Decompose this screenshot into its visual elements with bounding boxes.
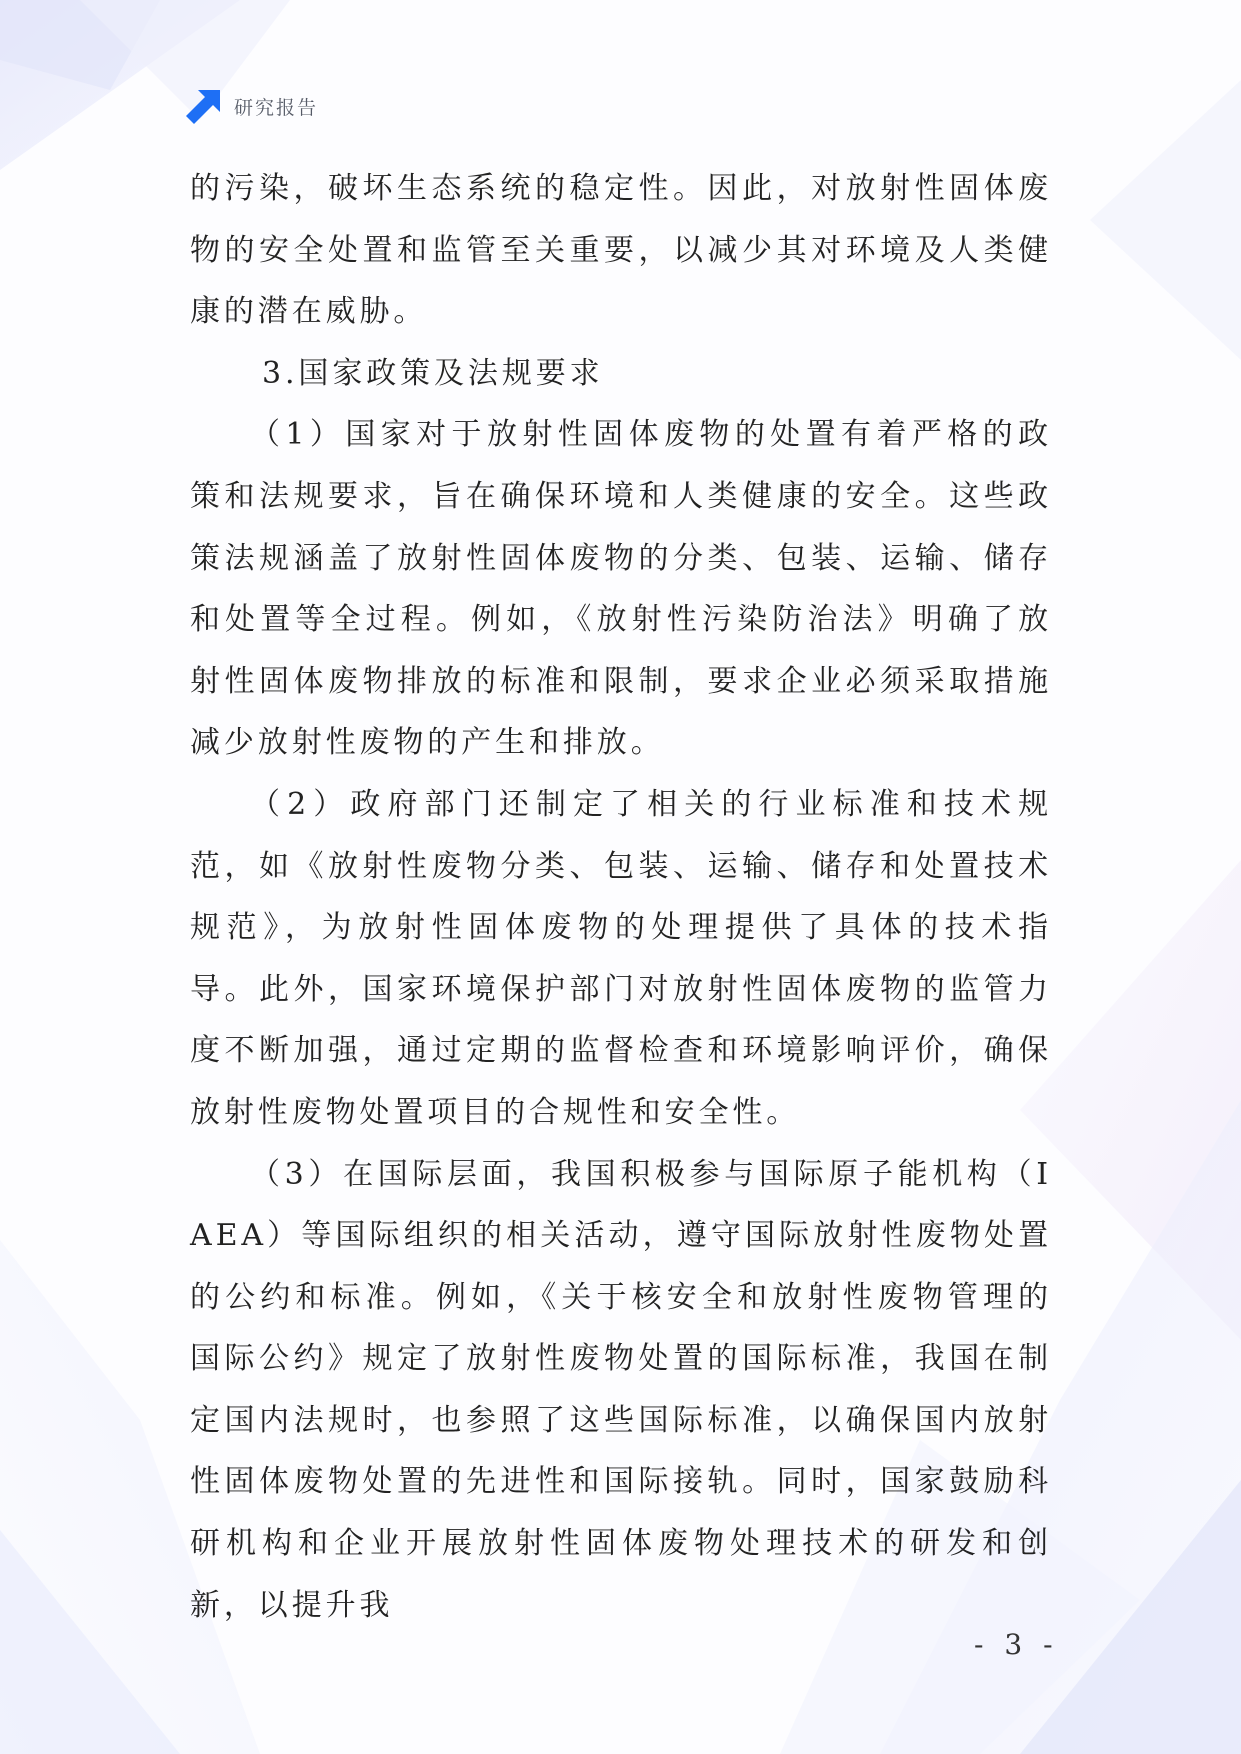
section-heading: 3.国家政策及法规要求 [262, 355, 604, 391]
paragraph-continuation: 的污染，破坏生态系统的稳定性。因此，对放射性固体废物的安全处置和监管至关重要，以减少其对环境及人类健康的潜在威胁。 [190, 171, 1052, 330]
header-title: 研究报告 [234, 96, 319, 119]
report-header [186, 88, 318, 124]
paragraph-item-1: （1）国家对于放射性固体废物的处置有着严格的政策和法规要求，旨在确保环境和人类健康的安全。这些政策法规涵盖了放射性固体废物的分类、包装、运输、储存和处置等全过程。例如，《放射性污染防治法》明确了放射性固体废物排放的标准和限制，要求企业必须采取措施减少放射性废物的产生和排放。 [190, 417, 1052, 761]
page-number: - 3 - [974, 1628, 1059, 1661]
paragraph-item-3: （3）在国际层面，我国积极参与国际原子能机构（IAEA）等国际组织的相关活动，遵守国际放射性废物处置的公约和标准。例如，《关于核安全和放射性废物管理的国际公约》规定了放射性废物处置的国际标准，我国在制定国内法规时，也参照了这些国际标准，以确保国内放射性固体废物处置的先进性和国际接轨。同时，国家鼓励科研机构和企业开展放射性固体废物处理技术的研发和创新，以提升我 [190, 1156, 1052, 1623]
document-body [190, 158, 1052, 1636]
arrow-up-right-icon [186, 88, 222, 124]
paragraph-item-2: （2）政府部门还制定了相关的行业标准和技术规范，如《放射性废物分类、包装、运输、储存和处置技术规范》，为放射性固体废物的处理提供了具体的技术指导。此外，国家环境保护部门对放射性固体废物的监管力度不断加强，通过定期的监督检查和环境影响评价，确保放射性废物处置项目的合规性和安全性。 [190, 786, 1052, 1130]
arrow-up-right-shape [186, 90, 220, 124]
